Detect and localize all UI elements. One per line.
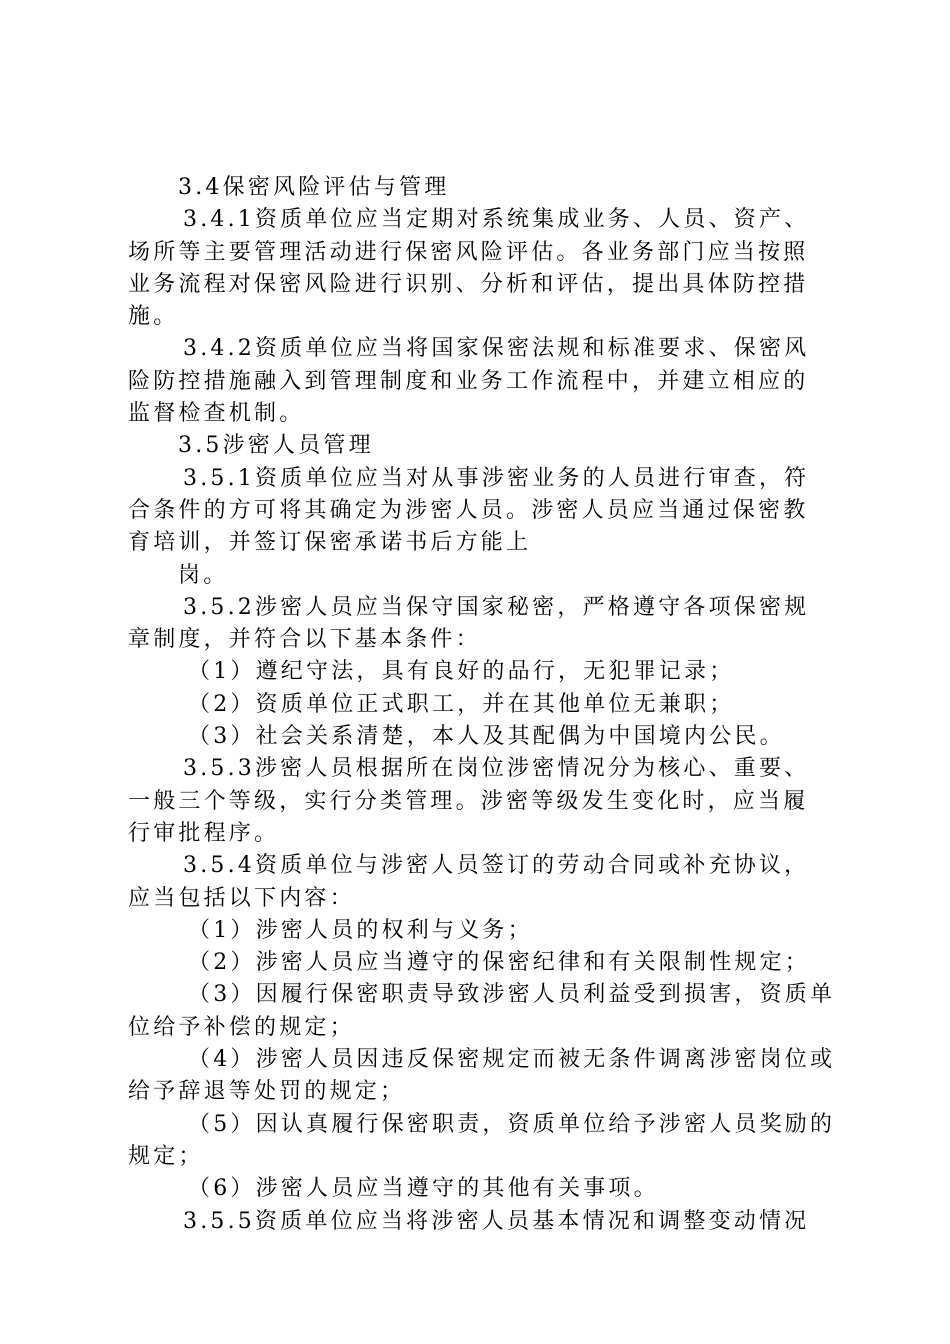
paragraph-line: 3.4.1资质单位应当定期对系统集成业务、人员、资产、 [183,207,810,233]
section-heading-3-5: 3.5涉密人员管理 [178,433,374,459]
paragraph-line: 3.5.3涉密人员根据所在岗位涉密情况分为核心、重要、 [183,756,810,782]
paragraph-line: 3.5.2涉密人员应当保守国家秘密，严格遵守各项保密规 [183,594,810,620]
list-item-continuation: 位给予补偿的规定； [128,1014,355,1040]
paragraph-line: 险防控措施融入到管理制度和业务工作流程中，并建立相应的 [128,368,809,394]
list-item-continuation: 给予辞退等处罚的规定； [128,1079,406,1105]
list-item: （6）涉密人员应当遵守的其他有关事项。 [188,1176,659,1202]
list-item: （3）因履行保密职责导致涉密人员利益受到损害，资质单 [188,982,836,1008]
list-item: （2）涉密人员应当遵守的保密纪律和有关限制性规定； [188,950,810,976]
list-item: （1）涉密人员的权利与义务； [188,917,533,943]
list-item: （3）社会关系清楚，本人及其配偶为中国境内公民。 [188,724,785,750]
paragraph-line: 岗。 [178,562,229,588]
paragraph-line: 应当包括以下内容： [128,885,355,911]
list-item: （2）资质单位正式职工，并在其他单位无兼职； [188,691,735,717]
paragraph-line: 3.5.5资质单位应当将涉密人员基本情况和调整变动情况 [183,1208,810,1234]
paragraph-line: 3.5.1资质单位应当对从事涉密业务的人员进行审查，符 [183,465,810,491]
paragraph-line: 育培训，并签订保密承诺书后方能上 [128,530,532,556]
paragraph-line: 3.4.2资质单位应当将国家保密法规和标准要求、保密风 [183,336,810,362]
paragraph-line: 章制度，并符合以下基本条件： [128,627,481,653]
paragraph-line: 监督检查机制。 [128,401,305,427]
paragraph-line: 施。 [128,304,179,330]
paragraph-line: 行审批程序。 [128,820,280,846]
paragraph-line: 业务流程对保密风险进行识别、分析和评估，提出具体防控措 [128,271,809,297]
list-item: （1）遵纪守法，具有良好的品行，无犯罪记录； [188,659,735,685]
paragraph-line: 场所等主要管理活动进行保密风险评估。各业务部门应当按照 [128,239,809,265]
paragraph-line: 一般三个等级，实行分类管理。涉密等级发生变化时，应当履 [128,788,809,814]
section-heading-3-4: 3.4保密风险评估与管理 [178,175,450,200]
list-item: （5）因认真履行保密职责，资质单位给予涉密人员奖励的 [188,1111,836,1137]
list-item: （4）涉密人员因违反保密规定而被无条件调离涉密岗位或 [188,1047,836,1073]
list-item-continuation: 规定； [128,1143,204,1169]
paragraph-line: 3.5.4资质单位与涉密人员签订的劳动合同或补充协议， [183,853,810,879]
document-body [128,172,836,1238]
paragraph-line: 合条件的方可将其确定为涉密人员。涉密人员应当通过保密教 [128,497,809,523]
